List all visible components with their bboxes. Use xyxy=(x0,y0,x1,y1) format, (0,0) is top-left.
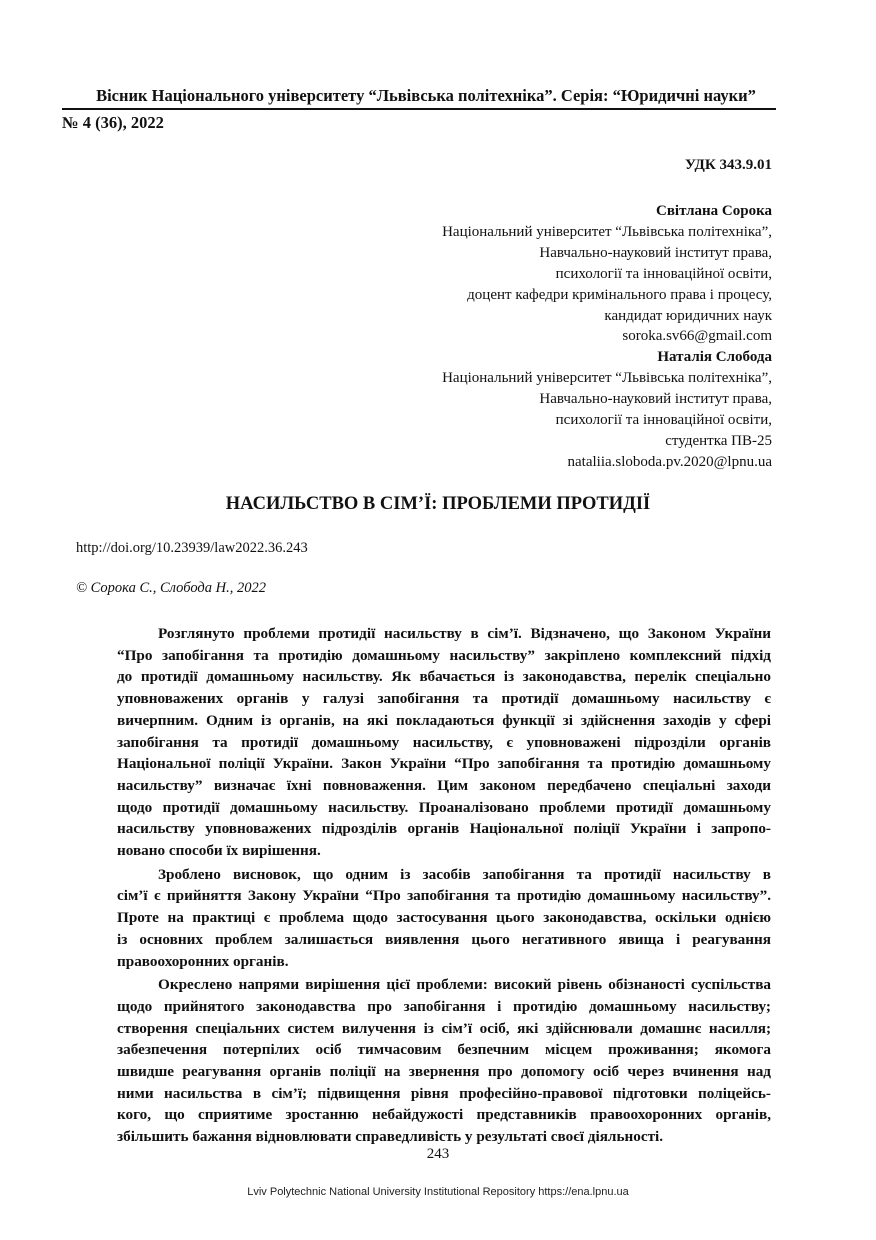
abstract-line: Національної поліції України. Закон України “Про запобігання та протидію домашньому xyxy=(117,755,771,773)
issue-number: № 4 (36), 2022 xyxy=(62,113,164,132)
abstract-line: швидше реагування органів поліції на звернення про допомогу осіб через вчинення над xyxy=(117,1063,771,1081)
repository-footer: Lviv Polytechnic National University Institutional Repository https://ena.lpnu.ua xyxy=(247,1186,629,1198)
abstract-line: Проте на практиці є проблема щодо застосування цього законодавства, оскільки однією xyxy=(117,909,771,927)
author-affiliation-line: психології та інноваційної освіти, xyxy=(555,412,772,429)
abstract-line: вичерпним. Одним із органів, на які покладаються функції зі здійснення заходів у сфері xyxy=(117,711,771,729)
copyright: © Сорока С., Слобода Н., 2022 xyxy=(76,580,266,596)
author-affiliation-line: Національний університет “Львівська політехніка”, xyxy=(442,223,772,240)
abstract-line: уповноважених органів у галузі запобігання та протидії домашньому насильству є xyxy=(117,690,771,708)
abstract-line: щодо протидії домашньому насильству. Проаналізовано проблеми протидії домашньому xyxy=(117,798,771,816)
abstract xyxy=(117,623,771,1150)
author-affiliation-line: доцент кафедри кримінального права і процесу, xyxy=(467,286,772,303)
author-name: Наталія Слобода xyxy=(657,349,772,366)
abstract-line: новано способи їх вирішення. xyxy=(117,842,321,860)
abstract-paragraph xyxy=(117,864,771,973)
udk-code: УДК 343.9.01 xyxy=(685,157,772,173)
abstract-line: Окреслено напрями вирішення цієї проблеми: високий рівень обізнаності суспільства xyxy=(158,976,771,994)
abstract-line: насильству” визначає їхні повноваження. Цим законом передбачено спеціальні заходи xyxy=(117,776,771,794)
page-number: 243 xyxy=(426,1146,450,1162)
abstract-paragraph xyxy=(117,623,771,862)
abstract-line: сім’ї є прийняття Закону України “Про запобігання та протидію домашньому насильству”. xyxy=(117,887,771,905)
abstract-line: ними насильства в сім’ї; підвищення рівня професійно-правової підготовки поліцейсь- xyxy=(117,1084,771,1102)
author-affiliation-line: Навчально-науковий інститут права, xyxy=(539,391,772,408)
abstract-line: із основних проблем залишається виявлення цього негативного явища і реагування xyxy=(117,930,771,948)
abstract-line: до протидії домашньому насильству. Як вбачається із законодавства, перелік спеціально xyxy=(117,668,771,686)
abstract-line: правоохоронних органів. xyxy=(117,952,289,970)
author-name: Світлана Сорока xyxy=(656,203,772,219)
author-affiliation-line: студентка ПВ-25 xyxy=(665,432,772,449)
abstract-paragraph xyxy=(117,974,771,1148)
doi-link[interactable]: http://doi.org/10.23939/law2022.36.243 xyxy=(76,540,308,556)
author-affiliation-line: Національний університет “Львівська політехніка”, xyxy=(442,370,772,387)
abstract-line: Зроблено висновок, що одним із засобів запобігання та протидії насильству в xyxy=(158,865,771,883)
author-email[interactable]: soroka.sv66@gmail.com xyxy=(622,328,772,345)
header-rule xyxy=(62,108,776,110)
abstract-line: щодо прийнятого законодавства про запобігання і протидію домашньому насильству; xyxy=(117,997,771,1015)
abstract-line: “Про запобігання та протидію домашньому насильству” закріплено комплексний підхід xyxy=(117,646,771,664)
abstract-line: запобігання та протидії домашньому насильству, є уповноважені підрозділи органів xyxy=(117,733,771,751)
author-affiliation-line: психології та інноваційної освіти, xyxy=(555,265,772,282)
authors-block xyxy=(442,201,772,473)
journal-title: Вісник Національного університету “Львівська політехніка”. Серія: “Юридичні науки” xyxy=(96,86,756,105)
article-title: НАСИЛЬСТВО В СІМ’Ї: ПРОБЛЕМИ ПРОТИДІЇ xyxy=(225,494,651,514)
author-affiliation-line: кандидат юридичних наук xyxy=(604,307,772,324)
abstract-line: Розглянуто проблеми протидії насильству в сім’ї. Відзначено, що Законом України xyxy=(158,625,771,642)
abstract-line: кого, що сприятиме зростанню небайдужості представників правоохоронних органів, xyxy=(117,1106,771,1124)
author-email[interactable]: nataliia.sloboda.pv.2020@lpnu.ua xyxy=(567,453,772,470)
author-affiliation-line: Навчально-науковий інститут права, xyxy=(539,244,772,261)
abstract-line: створення спеціальних систем вилучення із сім’ї осіб, які здійснювали домашнє насилля; xyxy=(117,1019,771,1037)
abstract-line: забезпечення потерпілих осіб тимчасовим безпечним місцем проживання; якомога xyxy=(117,1041,771,1059)
abstract-line: насильству уповноважених підрозділів органів Національної поліції України і запропо- xyxy=(117,820,771,838)
abstract-line: збільшить бажання відновлювати справедливість у результаті своєї діяльності. xyxy=(117,1128,664,1146)
